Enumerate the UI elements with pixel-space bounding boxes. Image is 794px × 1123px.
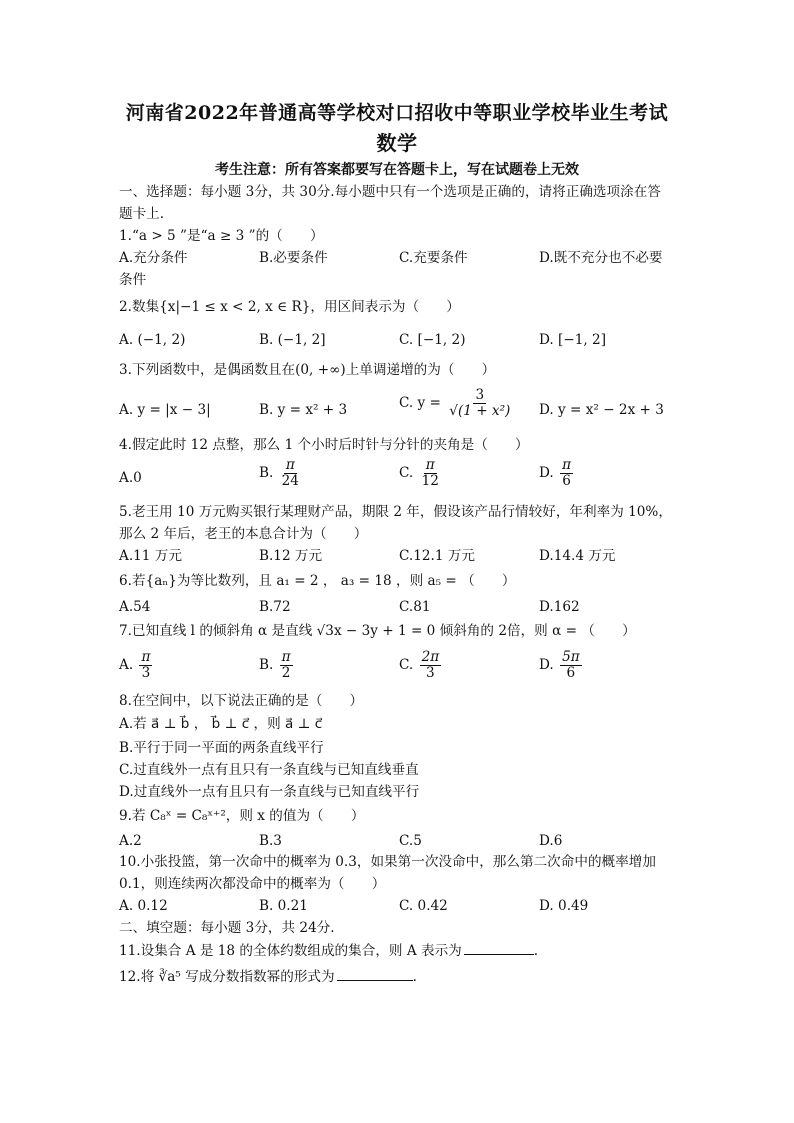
q4-option-c <box>399 458 443 489</box>
q3-option-c <box>399 388 514 419</box>
fraction-numerator: 3 <box>475 387 485 403</box>
q1-option-a: A.充分条件 <box>119 250 188 266</box>
q7-option-d-fraction <box>560 650 582 681</box>
question-7-stem: 7.已知直线 l 的倾斜角 α 是直线 √3x − 3y + 1 = 0 倾斜角的 2倍，则 α = （ ） <box>119 623 636 639</box>
fraction-numerator: π <box>285 457 295 473</box>
q8-option-c: C.过直线外一点有且只有一条直线与已知直线垂直 <box>119 762 419 778</box>
q3-option-b: B. y = x² + 3 <box>259 402 348 418</box>
q3-option-d: D. y = x² − 2x + 3 <box>539 402 664 418</box>
q10-option-d: D. 0.49 <box>539 898 589 914</box>
q1-option-b: B.必要条件 <box>259 250 328 266</box>
q9-option-b: B.3 <box>259 833 282 849</box>
q4-option-d-label: D. <box>539 465 554 481</box>
q5-option-b: B.12 万元 <box>259 548 323 564</box>
answer-blank[interactable] <box>464 942 534 955</box>
q3-option-c-fraction <box>447 388 512 419</box>
question-2-stem: 2.数集{x|−1 ≤ x < 2, x ∈ R}，用区间表示为（ ） <box>119 299 460 315</box>
question-4-stem: 4.假定此时 12 点整，那么 1 个小时后时针与分针的夹角是（ ） <box>119 437 529 453</box>
q8-option-a: A.若 a⃗ ⊥ b⃗ ， b⃗ ⊥ c⃗ ，则 a⃗ ⊥ c⃗ <box>119 716 323 732</box>
q9-option-a: A.2 <box>119 833 142 849</box>
q1-option-c: C.充要条件 <box>399 250 468 266</box>
q10-option-b: B. 0.21 <box>259 898 308 914</box>
q7-option-c-fraction <box>420 650 442 681</box>
q5-option-a: A.11 万元 <box>119 548 182 564</box>
fraction-denominator: 2 <box>281 665 291 681</box>
q7-option-b-label: B. <box>259 657 274 673</box>
q3-option-a: A. y = |x − 3| <box>119 402 211 418</box>
answer-blank[interactable] <box>337 968 413 981</box>
q7-option-c <box>399 650 443 681</box>
q7-option-a-label: A. <box>119 657 134 673</box>
q7-option-c-label: C. <box>399 657 414 673</box>
fraction-denominator: 24 <box>281 473 299 489</box>
question-12-period: . <box>412 969 417 985</box>
q10-option-c: C. 0.42 <box>399 898 448 914</box>
fraction-denominator: 3 <box>426 665 435 681</box>
q3-option-c-label: C. y = <box>399 395 441 411</box>
q7-option-b-fraction <box>280 650 293 681</box>
question-11 <box>119 941 538 961</box>
q4-option-b-fraction <box>280 458 301 489</box>
question-10-stem: 10.小张投篮，第一次命中的概率为 0.3，如果第一次没命中，那么第二次命中的概率增加 <box>119 854 656 870</box>
section2-intro: 二、填空题：每小题 3分，共 24分. <box>119 920 335 936</box>
section1-intro: 一、选择题：每小题 3分，共 30分.每小题中只有一个选项是正确的，请将正确选项涂在答 <box>119 184 661 200</box>
fraction-denominator: 12 <box>421 473 439 489</box>
q1-option-d-wrap: 条件 <box>119 272 147 288</box>
question-8-stem: 8.在空间中，以下说法正确的是（ ） <box>119 693 364 709</box>
question-5-stem-cont: 那么 2 年后，老王的本息合计为（ ） <box>119 526 368 542</box>
q7-option-a <box>119 650 154 681</box>
q2-option-a: A. (−1, 2) <box>119 332 186 348</box>
fraction-denominator: 6 <box>562 473 571 489</box>
q2-option-d: D. [−1, 2] <box>539 332 606 348</box>
fraction-numerator: π <box>141 649 151 665</box>
fraction-numerator: π <box>562 457 572 473</box>
q6-option-c: C.81 <box>399 599 431 615</box>
q7-option-a-fraction <box>139 650 152 681</box>
q8-option-b: B.平行于同一平面的两条直线平行 <box>119 740 324 756</box>
section1-intro-cont: 题卡上. <box>119 206 165 222</box>
q7-option-d-label: D. <box>539 657 554 673</box>
subject-title: 数学 <box>376 131 418 155</box>
q5-option-d: D.14.4 万元 <box>539 548 616 564</box>
q6-option-a: A.54 <box>119 599 151 615</box>
q4-option-c-fraction <box>420 458 441 489</box>
q4-option-d <box>539 458 575 489</box>
question-12-text: 12.将 ∛a⁵ 写成分数指数幂的形式为 <box>119 969 335 985</box>
fraction-denominator: √(1 + x²) <box>449 403 511 419</box>
q5-option-c: C.12.1 万元 <box>399 548 476 564</box>
question-12 <box>119 967 417 987</box>
q1-option-d: D.既不充分也不必要 <box>539 250 663 266</box>
q4-option-d-fraction <box>560 458 573 489</box>
q6-option-d: D.162 <box>539 599 580 615</box>
q7-option-b <box>259 650 295 681</box>
q9-option-c: C.5 <box>399 833 422 849</box>
q4-option-b <box>259 458 303 489</box>
fraction-numerator: π <box>425 457 435 473</box>
question-1-stem: 1.“a > 5 ”是“a ≥ 3 ”的（ ） <box>119 228 324 244</box>
q4-option-a: A.0 <box>119 470 142 486</box>
fraction-denominator: 6 <box>566 665 576 681</box>
question-3-stem: 3.下列函数中，是偶函数且在(0, +∞)上单调递增的为（ ） <box>119 362 496 378</box>
question-6-stem: 6.若{aₙ}为等比数列，且 a₁ = 2 ， a₃ = 18 ，则 a₅ = （ ） <box>119 573 516 589</box>
fraction-numerator: 5π <box>562 649 580 665</box>
q4-option-b-label: B. <box>259 465 274 481</box>
question-10-stem-cont: 0.1，则连续两次都没命中的概率为（ ） <box>119 876 386 892</box>
q9-option-d: D.6 <box>539 833 563 849</box>
question-11-text: 11.设集合 A 是 18 的全体约数组成的集合，则 A 表示为 <box>119 943 462 959</box>
q2-option-c: C. [−1, 2) <box>399 332 466 348</box>
fraction-numerator: π <box>281 649 291 665</box>
q4-option-c-label: C. <box>399 465 414 481</box>
exam-notice: 考生注意：所有答案都要写在答题卡上，写在试题卷上无效 <box>215 162 579 178</box>
question-5-stem: 5.老王用 10 万元购买银行某理财产品，期限 2 年，假设该产品行情较好，年利率为 10%， <box>119 504 672 520</box>
question-9-stem: 9.若 C₈ˣ = C₈ˣ⁺²，则 x 的值为（ ） <box>119 808 365 824</box>
q10-option-a: A. 0.12 <box>119 898 168 914</box>
fraction-numerator: 2π <box>421 649 440 665</box>
q2-option-b: B. (−1, 2] <box>259 332 326 348</box>
exam-title: 河南省2022年普通高等学校对口招收中等职业学校毕业生考试 <box>125 102 669 124</box>
fraction-denominator: 3 <box>141 665 151 681</box>
q7-option-d <box>539 650 584 681</box>
q8-option-d: D.过直线外一点有且只有一条直线与已知直线平行 <box>119 784 420 800</box>
question-11-period: . <box>533 943 539 959</box>
q6-option-b: B.72 <box>259 599 291 615</box>
